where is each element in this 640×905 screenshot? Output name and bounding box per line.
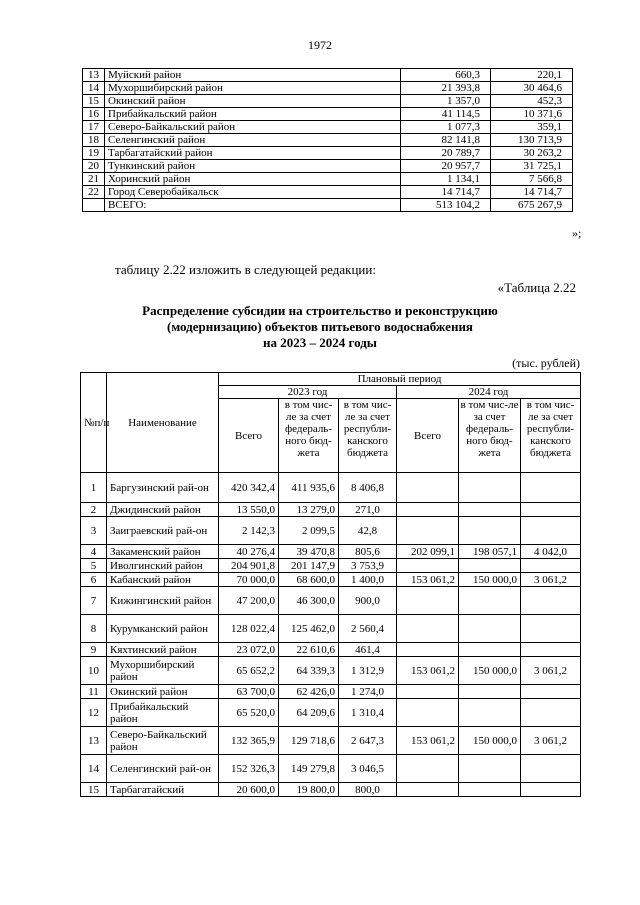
row-number xyxy=(83,199,105,212)
value-2: 30 263,2 xyxy=(491,147,573,160)
row-number: 13 xyxy=(81,727,107,755)
subsidy-table xyxy=(80,372,581,797)
row-number: 18 xyxy=(83,134,105,147)
region-name: Муйский район xyxy=(105,69,401,82)
row-number: 21 xyxy=(83,173,105,186)
region-name: Окинский район xyxy=(105,95,401,108)
republic-2024 xyxy=(521,643,581,657)
total-2024 xyxy=(397,685,459,699)
total-2024: 153 061,2 xyxy=(397,573,459,587)
table-row xyxy=(81,573,581,587)
total-2023: 204 901,8 xyxy=(219,559,279,573)
federal-2024 xyxy=(459,685,521,699)
value-2: 359,1 xyxy=(491,121,573,134)
republic-2023: 8 406,8 xyxy=(339,473,397,503)
total-2024 xyxy=(397,473,459,503)
total-2023: 47 200,0 xyxy=(219,587,279,615)
row-number: 16 xyxy=(83,108,105,121)
total-2024 xyxy=(397,699,459,727)
table-row xyxy=(81,727,581,755)
row-number: 17 xyxy=(83,121,105,134)
federal-2024 xyxy=(459,755,521,783)
region-name: Кяхтинский район xyxy=(107,643,219,657)
federal-2023: 39 470,8 xyxy=(279,545,339,559)
republic-2023: 2 647,3 xyxy=(339,727,397,755)
republic-2024: 3 061,2 xyxy=(521,657,581,685)
row-number: 15 xyxy=(83,95,105,108)
prev-table-row xyxy=(83,95,573,108)
prev-table-row xyxy=(83,173,573,186)
close-quote-mark: »; xyxy=(572,226,582,240)
header-republic-2024: в том чис-ле за счет республи-канского бюджета xyxy=(521,399,581,473)
header-federal-2024: в том чис-ле за счет федераль-ного бюд-жета xyxy=(459,399,521,473)
federal-2023: 13 279,0 xyxy=(279,503,339,517)
federal-2024 xyxy=(459,503,521,517)
header-year-2024: 2024 год xyxy=(397,386,581,399)
value-2: 220,1 xyxy=(491,69,573,82)
table-row xyxy=(81,699,581,727)
region-name: Курумканский район xyxy=(107,615,219,643)
row-number: 9 xyxy=(81,643,107,657)
total-2023: 40 276,4 xyxy=(219,545,279,559)
row-number: 20 xyxy=(83,160,105,173)
value-1: 20 957,7 xyxy=(401,160,491,173)
federal-2023: 2 099,5 xyxy=(279,517,339,545)
republic-2023: 3 753,9 xyxy=(339,559,397,573)
header-period: Плановый период xyxy=(219,373,581,386)
total-2024: 153 061,2 xyxy=(397,657,459,685)
intro-text: таблицу 2.22 изложить в следующей редакции: xyxy=(115,262,376,277)
prev-table-row xyxy=(83,199,573,212)
region-name: Северо-Байкальский район xyxy=(107,727,219,755)
row-number: 15 xyxy=(81,783,107,797)
previous-table-body xyxy=(83,69,573,212)
prev-table-row xyxy=(83,121,573,134)
federal-2023: 129 718,6 xyxy=(279,727,339,755)
republic-2023: 1 274,0 xyxy=(339,685,397,699)
table-row xyxy=(81,559,581,573)
region-name: Селенгинский рай-он xyxy=(107,755,219,783)
prev-table-row xyxy=(83,134,573,147)
value-1: 1 134,1 xyxy=(401,173,491,186)
row-number: 2 xyxy=(81,503,107,517)
header-name: Наименование xyxy=(107,373,219,473)
prev-table-row xyxy=(83,108,573,121)
units-label: (тыс. рублей) xyxy=(512,356,580,370)
federal-2024: 150 000,0 xyxy=(459,657,521,685)
republic-2023: 461,4 xyxy=(339,643,397,657)
republic-2024 xyxy=(521,685,581,699)
row-number: 12 xyxy=(81,699,107,727)
federal-2023: 64 209,6 xyxy=(279,699,339,727)
region-name: Закаменский район xyxy=(107,545,219,559)
republic-2024 xyxy=(521,699,581,727)
total-2023: 65 652,2 xyxy=(219,657,279,685)
title-line-3: на 2023 – 2024 годы xyxy=(263,335,377,350)
republic-2023: 800,0 xyxy=(339,783,397,797)
region-name: Тарбагатайский район xyxy=(105,147,401,160)
region-name: ВСЕГО: xyxy=(105,199,401,212)
table-row xyxy=(81,783,581,797)
federal-2023: 62 426,0 xyxy=(279,685,339,699)
total-2024: 153 061,2 xyxy=(397,727,459,755)
republic-2024: 3 061,2 xyxy=(521,727,581,755)
total-2024: 202 099,1 xyxy=(397,545,459,559)
table-row xyxy=(81,685,581,699)
row-number: 5 xyxy=(81,559,107,573)
total-2023: 70 000,0 xyxy=(219,573,279,587)
republic-2023: 900,0 xyxy=(339,587,397,615)
federal-2024 xyxy=(459,643,521,657)
federal-2023: 19 800,0 xyxy=(279,783,339,797)
total-2023: 420 342,4 xyxy=(219,473,279,503)
row-number: 7 xyxy=(81,587,107,615)
republic-2024 xyxy=(521,615,581,643)
header-republic-2023: в том чис-ле за счет республи-канского бюджета xyxy=(339,399,397,473)
header-federal-2023: в том чис-ле за счет федераль-ного бюд-жета xyxy=(279,399,339,473)
federal-2024: 150 000,0 xyxy=(459,727,521,755)
value-2: 14 714,7 xyxy=(491,186,573,199)
federal-2024 xyxy=(459,587,521,615)
federal-2024: 150 000,0 xyxy=(459,573,521,587)
value-1: 14 714,7 xyxy=(401,186,491,199)
table-row xyxy=(81,657,581,685)
region-name: Кижингинский район xyxy=(107,587,219,615)
federal-2024 xyxy=(459,783,521,797)
total-2023: 23 072,0 xyxy=(219,643,279,657)
total-2024 xyxy=(397,517,459,545)
value-2: 31 725,1 xyxy=(491,160,573,173)
value-2: 10 371,6 xyxy=(491,108,573,121)
total-2024 xyxy=(397,587,459,615)
prev-table-row xyxy=(83,147,573,160)
value-1: 1 077,3 xyxy=(401,121,491,134)
total-2024 xyxy=(397,503,459,517)
value-1: 21 393,8 xyxy=(401,82,491,95)
table-title xyxy=(0,303,640,351)
republic-2024 xyxy=(521,503,581,517)
row-number: 14 xyxy=(83,82,105,95)
row-number: 6 xyxy=(81,573,107,587)
total-2023: 2 142,3 xyxy=(219,517,279,545)
header-num: №п/п xyxy=(81,373,107,473)
federal-2024 xyxy=(459,559,521,573)
federal-2023: 149 279,8 xyxy=(279,755,339,783)
region-name: Тарбагатайский xyxy=(107,783,219,797)
header-year-2023: 2023 год xyxy=(219,386,397,399)
federal-2023: 22 610,6 xyxy=(279,643,339,657)
region-name: Мухоршибирский район xyxy=(105,82,401,95)
region-name: Мухоршибирский район xyxy=(107,657,219,685)
subsidy-table-body xyxy=(81,473,581,797)
federal-2023: 68 600,0 xyxy=(279,573,339,587)
federal-2024: 198 057,1 xyxy=(459,545,521,559)
federal-2023: 125 462,0 xyxy=(279,615,339,643)
header-total-2024: Всего xyxy=(397,399,459,473)
region-name: Окинский район xyxy=(107,685,219,699)
row-number: 4 xyxy=(81,545,107,559)
region-name: Селенгинский район xyxy=(105,134,401,147)
row-number: 11 xyxy=(81,685,107,699)
region-name: Прибайкальский район xyxy=(105,108,401,121)
federal-2023: 64 339,3 xyxy=(279,657,339,685)
region-name: Прибайкальский район xyxy=(107,699,219,727)
total-2023: 152 326,3 xyxy=(219,755,279,783)
region-name: Джидинский район xyxy=(107,503,219,517)
previous-table xyxy=(82,68,573,212)
republic-2023: 3 046,5 xyxy=(339,755,397,783)
republic-2023: 1 310,4 xyxy=(339,699,397,727)
total-2023: 13 550,0 xyxy=(219,503,279,517)
prev-table-row xyxy=(83,69,573,82)
total-2023: 132 365,9 xyxy=(219,727,279,755)
federal-2024 xyxy=(459,517,521,545)
republic-2023: 805,6 xyxy=(339,545,397,559)
republic-2023: 2 560,4 xyxy=(339,615,397,643)
total-2023: 128 022,4 xyxy=(219,615,279,643)
federal-2023: 411 935,6 xyxy=(279,473,339,503)
value-2: 675 267,9 xyxy=(491,199,573,212)
republic-2024 xyxy=(521,587,581,615)
federal-2024 xyxy=(459,699,521,727)
title-line-1: Распределение субсидии на строительство и реконструкцию xyxy=(142,303,498,318)
federal-2024 xyxy=(459,615,521,643)
republic-2023: 1 312,9 xyxy=(339,657,397,685)
table-row xyxy=(81,517,581,545)
federal-2023: 46 300,0 xyxy=(279,587,339,615)
row-number: 1 xyxy=(81,473,107,503)
republic-2023: 1 400,0 xyxy=(339,573,397,587)
row-number: 8 xyxy=(81,615,107,643)
total-2024 xyxy=(397,615,459,643)
prev-table-row xyxy=(83,160,573,173)
republic-2024: 4 042,0 xyxy=(521,545,581,559)
table-row xyxy=(81,643,581,657)
row-number: 13 xyxy=(83,69,105,82)
federal-2023: 201 147,9 xyxy=(279,559,339,573)
republic-2024 xyxy=(521,559,581,573)
region-name: Баргузинский рай-он xyxy=(107,473,219,503)
table-row xyxy=(81,755,581,783)
row-number: 14 xyxy=(81,755,107,783)
republic-2024 xyxy=(521,783,581,797)
total-2023: 63 700,0 xyxy=(219,685,279,699)
table-caption: «Таблица 2.22 xyxy=(497,280,576,295)
prev-table-row xyxy=(83,186,573,199)
value-2: 7 566,8 xyxy=(491,173,573,186)
region-name: Заиграевский рай-он xyxy=(107,517,219,545)
prev-table-row xyxy=(83,82,573,95)
table-row xyxy=(81,615,581,643)
value-2: 30 464,6 xyxy=(491,82,573,95)
row-number: 19 xyxy=(83,147,105,160)
row-number: 22 xyxy=(83,186,105,199)
table-row xyxy=(81,503,581,517)
region-name: Кабанский район xyxy=(107,573,219,587)
value-1: 1 357,0 xyxy=(401,95,491,108)
title-line-2: (модернизацию) объектов питьевого водоснабжения xyxy=(167,319,473,334)
region-name: Тункинский район xyxy=(105,160,401,173)
republic-2024 xyxy=(521,473,581,503)
total-2024 xyxy=(397,783,459,797)
total-2023: 20 600,0 xyxy=(219,783,279,797)
row-number: 3 xyxy=(81,517,107,545)
total-2023: 65 520,0 xyxy=(219,699,279,727)
republic-2024 xyxy=(521,755,581,783)
republic-2023: 271,0 xyxy=(339,503,397,517)
federal-2024 xyxy=(459,473,521,503)
total-2024 xyxy=(397,755,459,783)
value-1: 513 104,2 xyxy=(401,199,491,212)
value-1: 82 141,8 xyxy=(401,134,491,147)
value-2: 452,3 xyxy=(491,95,573,108)
header-total-2023: Всего xyxy=(219,399,279,473)
republic-2024 xyxy=(521,517,581,545)
total-2024 xyxy=(397,643,459,657)
value-1: 41 114,5 xyxy=(401,108,491,121)
value-2: 130 713,9 xyxy=(491,134,573,147)
republic-2024: 3 061,2 xyxy=(521,573,581,587)
table-row xyxy=(81,473,581,503)
region-name: Хоринский район xyxy=(105,173,401,186)
value-1: 660,3 xyxy=(401,69,491,82)
region-name: Город Северобайкальск xyxy=(105,186,401,199)
row-number: 10 xyxy=(81,657,107,685)
region-name: Северо-Байкальский район xyxy=(105,121,401,134)
table-row xyxy=(81,545,581,559)
republic-2023: 42,8 xyxy=(339,517,397,545)
value-1: 20 789,7 xyxy=(401,147,491,160)
page-number: 1972 xyxy=(308,38,332,52)
table-row xyxy=(81,587,581,615)
region-name: Иволгинский район xyxy=(107,559,219,573)
total-2024 xyxy=(397,559,459,573)
